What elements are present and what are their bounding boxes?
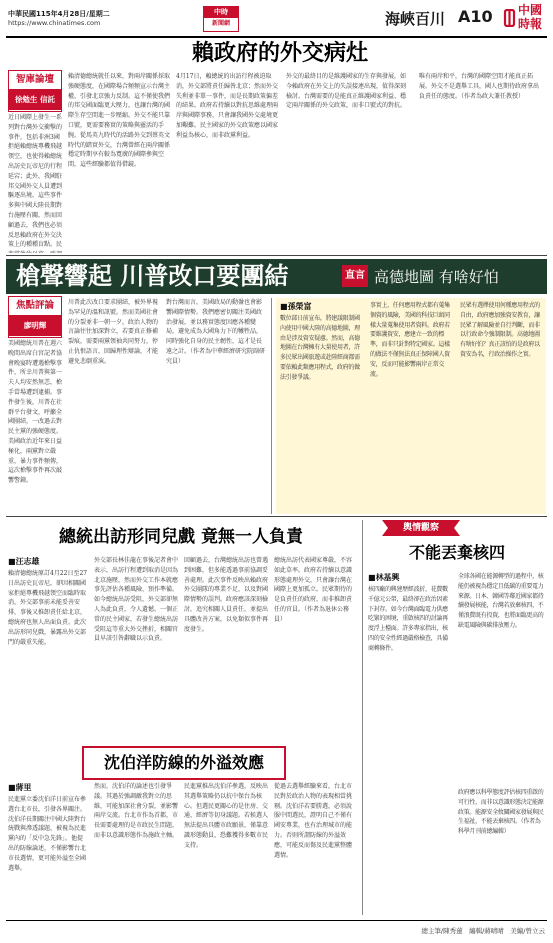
editorial-col-4: 外交的最終目的是維護國家的生存與發展，如今賴政府在外交上的失誤接連出現，值得深刻檢討。台灣需要的是能真正維護國家利益、穩定兩岸關係的外交政策，而非口號式的對抗。唯有兩岸和平，台灣的國際空間才能真正拓展。外交不是選舉工具，國人也期待政府拿出負責任的態度。（作者為政大兼任教授）: [286, 73, 540, 110]
focus-col-3: 對台灣而言，美國政局的動盪也會影響國際情勢。我們應密切關注美國政治發展，並以務實態度因應各種變局，避免成為大國角力下的犧牲品，同時強化自身的民主韌性，這才是長遠之計。（作者為中華經濟研究院副研究員）: [166, 299, 266, 365]
middle-col-1: 賴清德總統原訂4月22日至27日出訪史瓦帝尼，卻因相關國家拒絕專機飛越領空而臨時取消，外交部事前未能妥善安排，事後又推卸責任給北京，總統府也無人出面負責。此次出訪形同兒戲，暴露出外交部門的嚴重失能。: [8, 570, 88, 646]
editorial-col-2: 賴清德總統就任以來，對兩岸關係採取強硬態度，在國際場合頻頻宣示台灣主權，引發北京強力反制。這不僅使我們的邦交國面臨更大壓力，也讓台灣的國際生存空間進一步壓縮。外交不能只靠口號，更需要務實的策略與靈活的手腕。從馬英九時代的活路外交到蔡英文時代的踏實外交，台灣曾經在兩岸關係穩定時期享有較為寬廣的國際參與空間，這些經驗都值得借鏡。: [68, 73, 170, 169]
news-logo-bottom: 新聞網: [211, 20, 230, 27]
editorial-divider: [6, 255, 547, 256]
editorial-col-3: 4月17日，賴總統的出訪行程被迫取消，外交部將責任歸咎北京；然而外交失利並非單一事件，而是長期政策偏差的結果。政府若持續以對抗思維處理兩岸與國際事務，只會讓我國外交處境更加艱難。民主國家的外交政策應以國家利益為核心，而非政黨利益。: [176, 73, 279, 139]
bottom-col-4: 從過去選舉經驗來看，台北市民對於政治人物的表現相當挑剔。沈伯洋若要勝選，必須說服中間選民，證明自己不僅有國安專業，也有治理城市的能力。否則所謂防線的外溢效應，可能反而傷及民進黨整體選情。: [274, 783, 353, 859]
bottom-author: [8, 782, 32, 793]
middle-headline: 總統出訪形同兒戲 竟無一人負責: [59, 527, 303, 547]
middle-author-name: 汪志雄: [15, 557, 40, 566]
website-url[interactable]: https://www.chinatimes.com: [8, 19, 101, 27]
right-tag-box: [382, 520, 460, 536]
focus-label-top: 焦點評論: [15, 300, 54, 311]
footer-divider: [6, 920, 547, 921]
column-label-bottom: 徐勉生 信託: [9, 89, 61, 110]
right-headline: 不能丟棄核四: [408, 543, 505, 562]
banner-section-divider: [6, 516, 547, 517]
focus-label-box: [8, 296, 62, 338]
editorial-col-1: 近日國際上發生一系列對台灣外交衝擊的事件，包括非洲3國拒絕賴總統專機飛越領空，也使得賴總統出訪史瓦帝尼的行程延宕；此外，我國駐邦交國外交人員遭到驅逐出境。這些事件多與中國大陸長期對台施壓有關，然而回顧過去，我們也必須反思賴政府在外交決策上的種種盲點。民: [8, 114, 62, 249]
right-col-2: 全球各國在能源轉型的過程中，核能仍被視為穩定且低碳的重要電力來源。日本、韓國等鄰近國家都持續發展核能，台灣若放棄核四，不僅浪費既有投資，也將面臨更高的缺電風險與碳排放壓力。: [458, 573, 544, 629]
masthead: [0, 0, 553, 36]
right-author: [368, 572, 400, 583]
brand-logo-icon: [503, 9, 517, 27]
focus-divider: [271, 298, 272, 514]
middle-col-2: 外交部長林佳龍在事後記者會中表示，出訪行程遭到取消是因為北京施壓，然而外交工作本就應事先評估各種風險，預作準備。如今總統出訪受阻，外交部卻無人為此負責，令人遺憾。一個正常的民主國家，若發生總統出訪受阻這等重大外交挫折，相關官員早該引咎辭職以示負責。: [94, 557, 178, 643]
right-col-3: 政府應以科學態度評估核四重啟的可行性，而非以意識形態決定能源政策。能源安全攸關國家發展與民生福祉，不能丟棄核四。（作者為科學月刊前總編輯）: [458, 789, 544, 836]
bottom-col-2: 然而，沈伯洋的論述也引發爭議。其過於強調敵我對立的思維，可能加深社會分裂，並影響兩岸交流。台北市作為首都，市長需要處理的是市政民生問題，而非以意識形態作為施政主軸。: [94, 783, 178, 839]
right-author-name: 林基興: [375, 573, 400, 582]
gaode-col-3: 民眾有選擇使用何種應用程式的自由，政府應加強資安教育，讓民眾了解風險並自行判斷，而非以行政命令強制限制。高德地圖有啥好怕？真正該怕的是政府以資安為名，行政治操作之實。: [460, 302, 540, 358]
middle-author: [8, 556, 40, 567]
banner-sub-headline: 高德地圖 有啥好怕: [374, 268, 499, 286]
bottom-col-1: 民進黨立委沈伯洋日前宣布參選台北市長，引發各界關注。沈伯洋長期關注中國大陸對台統戰與滲透議題，被視為民進黨內的「反中急先鋒」。他提出的防線論述，不僅影響台北市長選情，更可能外溢至全國選舉。: [8, 796, 87, 872]
focus-col-1: 美國總統川普在週六晚間出席白宮記者協會晚宴時遭遇槍擊事件，所幸川普與第一夫人均安然無恙，槍手當場遭到逮捕。事件發生後，川普在社群平台發文，呼籲全國團結，一改過去對民主黨的強硬態度。美國政治近年來日益極化，兩黨對立嚴重，暴力事件頻傳，這次槍擊事件再次敲響警鐘。: [8, 340, 62, 485]
right-col-1: 核四廠的興建歷經波折，花費數千億元公帑，最終卻在政治因素下封存。如今台灣面臨電力供應吃緊的困境，重啟核四的討論再度浮上檯面。許多專家指出，核四的安全性經過嚴格檢查，具備商轉條件。: [368, 586, 448, 652]
gaode-author-name: 孫榮富: [287, 302, 312, 311]
gaode-col-2: 事實上，任何應用程式都有蒐集個資的風險，美國的科技巨頭同樣大量蒐集使用者資料。政府若要維護資安，應建立一致的標準，而非只針對特定國家。這樣的做法不僅無法真正保障國人資安，反而可能影響兩岸正常交流。: [370, 302, 450, 378]
focus-label-bottom: 廖明輝: [9, 315, 61, 336]
middle-col-3: 回顧過去，台灣總統出訪也曾遇到困難，但多能透過事前協調妥善處理。此次事件反映出賴政府外交團隊的專業不足，以及對國際情勢的誤判。政府應該深刻檢討，追究相關人員責任，並提出具體改善方案，以免類似事件再度發生。: [184, 557, 268, 633]
page-number: A10: [458, 7, 493, 26]
gaode-col-1: 數位部日前宣布，將建議限制國內使用中國大陸的高德地圖，理由是涉及資安疑慮。然而，高德地圖在台灣擁有大量使用者，許多民眾出國旅遊或赴陸經商都需要依賴此類應用程式，政府的做法引發爭議。: [280, 315, 360, 381]
bottom-headline-box: [82, 746, 286, 780]
footer-credits: 總主筆/陳秀蓮 編輯/蔣晴晴 美編/曾立云: [421, 927, 545, 935]
bottom-headline: 沈伯洋防線的外溢效應: [103, 753, 264, 772]
banner-headline: 槍聲響起 川普改口要團結: [16, 262, 289, 290]
focus-col-2: 川普此次改口要求團結，被外界視為罕見的溫和訊號。然而美國社會的分裂並非一朝一夕，政治人物的言論往往加深對立，若要真正修補裂痕，需要兩黨領袖共同努力，停止仇恨語言，回歸理性辯論，才能避免悲劇重演。: [68, 299, 159, 365]
middle-col-4: 總統出訪代表國家尊嚴，不容如此草率。政府若持續以意識形態處理外交，只會讓台灣在國際上更加孤立。民眾期待的是負責任的政府，而非推卸責任的官員。（作者為退休公務員）: [274, 557, 353, 623]
brand-logo-top: 中國: [518, 3, 543, 17]
author-square-icon: ■: [368, 573, 376, 582]
brand-logo-bottom: 時報: [518, 17, 543, 31]
banner-tag: 直言: [342, 265, 368, 287]
brand-logo: [503, 3, 547, 33]
editorial-headline: 賴政府的外交病灶: [191, 41, 368, 66]
banner: [6, 259, 547, 294]
author-square-icon: ■: [8, 557, 16, 566]
bottom-author-name: 蔣里: [15, 783, 32, 792]
right-column-divider: [362, 520, 363, 915]
news-logo-top: 中時: [204, 7, 238, 18]
publication-date: 中華民國115年4月28日/星期二: [8, 10, 110, 18]
gaode-author: [280, 301, 312, 312]
right-tag: 輿情觀察: [402, 523, 439, 533]
column-label-top: 智庫論壇: [15, 74, 54, 85]
section-title: 海峽百川: [385, 10, 446, 28]
author-square-icon: ■: [280, 302, 288, 311]
author-square-icon: ■: [8, 783, 16, 792]
news-logo: [203, 6, 239, 32]
column-label-box: [8, 70, 62, 112]
bottom-col-3: 民進黨推出沈伯洋參選，反映出其選舉策略仍以抗中保台為核心。但選民更關心的是住房、交通、經濟等切身議題。若候選人無法提出具體市政願景，僅靠意識形態動員，恐難獲得多數市民支持。: [184, 783, 268, 849]
